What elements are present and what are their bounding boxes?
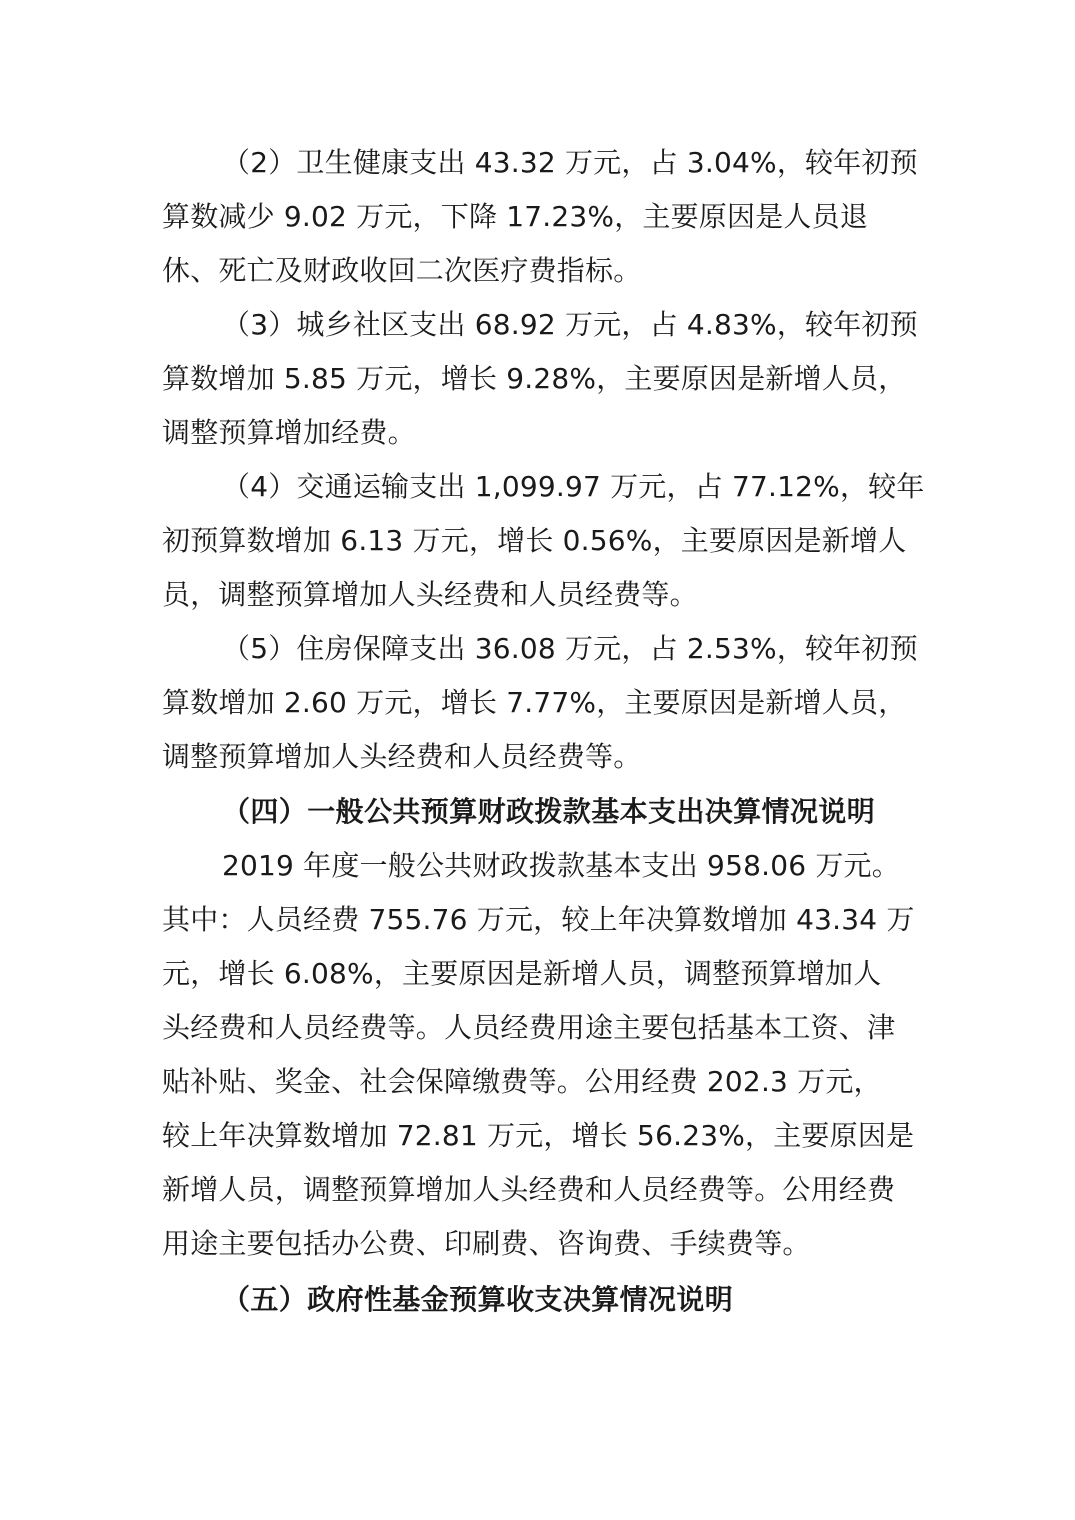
paragraph-transport-line-3: 员，调整预算增加人头经费和人员经费等。 xyxy=(162,578,698,611)
paragraph-basic-line-6: 较上年决算数增加 72.81 万元，增长 56.23%，主要原因是 xyxy=(162,1119,915,1152)
paragraph-basic-line-3: 元，增长 6.08%，主要原因是新增人员，调整预算增加人 xyxy=(162,957,882,990)
paragraph-basic-line-1: 2019 年度一般公共财政拨款基本支出 958.06 万元。 xyxy=(222,849,900,882)
paragraph-basic-line-8: 用途主要包括办公费、印刷费、咨询费、手续费等。 xyxy=(162,1227,811,1260)
paragraph-transport-line-2: 初预算数增加 6.13 万元，增长 0.56%，主要原因是新增人 xyxy=(162,524,907,557)
section-heading-government-fund: （五）政府性基金预算收支决算情况说明 xyxy=(222,1283,734,1316)
paragraph-health-line-1: （2）卫生健康支出 43.32 万元，占 3.04%，较年初预 xyxy=(222,146,918,179)
paragraph-basic-line-7: 新增人员，调整预算增加人头经费和人员经费等。公用经费 xyxy=(162,1173,896,1206)
paragraph-health-line-2: 算数减少 9.02 万元，下降 17.23%，主要原因是人员退 xyxy=(162,200,869,233)
paragraph-basic-line-5: 贴补贴、奖金、社会保障缴费等。公用经费 202.3 万元， xyxy=(162,1065,882,1098)
paragraph-urban-line-3: 调整预算增加经费。 xyxy=(162,416,416,449)
paragraph-basic-line-4: 头经费和人员经费等。人员经费用途主要包括基本工资、津 xyxy=(162,1011,896,1044)
paragraph-urban-line-2: 算数增加 5.85 万元，增长 9.28%，主要原因是新增人员， xyxy=(162,362,907,395)
paragraph-health-line-3: 休、死亡及财政收回二次医疗费指标。 xyxy=(162,254,642,287)
paragraph-basic-line-2: 其中：人员经费 755.76 万元，较上年决算数增加 43.34 万 xyxy=(162,903,915,936)
section-heading-basic-expenditure: （四）一般公共预算财政拨款基本支出决算情况说明 xyxy=(222,795,876,828)
paragraph-housing-line-3: 调整预算增加人头经费和人员经费等。 xyxy=(162,740,642,773)
paragraph-housing-line-2: 算数增加 2.60 万元，增长 7.77%，主要原因是新增人员， xyxy=(162,686,907,719)
paragraph-urban-line-1: （3）城乡社区支出 68.92 万元，占 4.83%，较年初预 xyxy=(222,308,918,341)
paragraph-transport-line-1: （4）交通运输支出 1,099.97 万元，占 77.12%，较年 xyxy=(222,470,925,503)
paragraph-housing-line-1: （5）住房保障支出 36.08 万元，占 2.53%，较年初预 xyxy=(222,632,918,665)
